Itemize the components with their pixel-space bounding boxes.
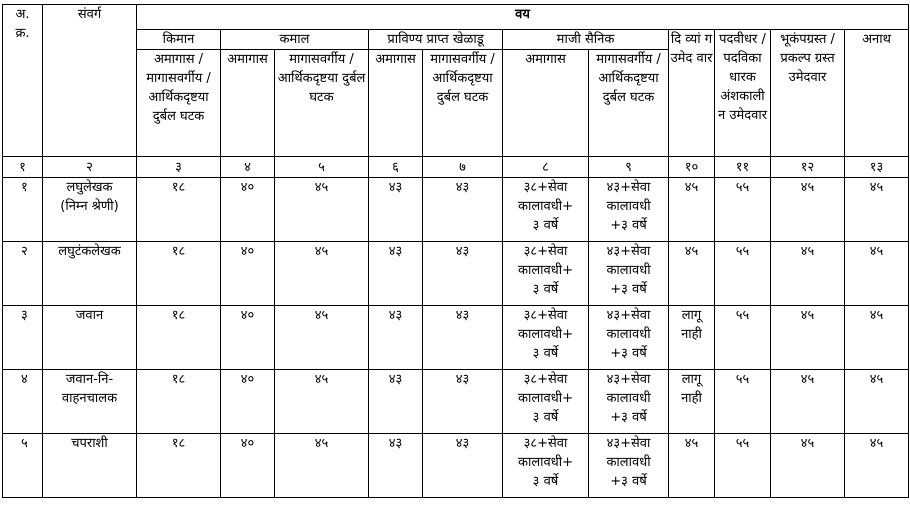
row-min-age: १८ bbox=[137, 306, 221, 370]
row-ex-open: ३८+सेवा कालावधी+ ३ वर्षे bbox=[503, 370, 589, 434]
table-row bbox=[3, 434, 909, 498]
row-srno: १ bbox=[3, 178, 43, 242]
row-min-age: १८ bbox=[137, 178, 221, 242]
table-row bbox=[3, 306, 909, 370]
header-sports-open: अमागास bbox=[369, 50, 423, 157]
row-disabled: ४५ bbox=[669, 434, 715, 498]
row-cadre: लघुटंकलेखक bbox=[43, 242, 137, 306]
row-srno: ३ bbox=[3, 306, 43, 370]
header-max-reserved: मागासवर्गीय / आर्थिकदृष्टया दुर्बल घटक bbox=[275, 50, 369, 157]
row-ex-reserved: ४३+सेवा कालावधी +३ वर्षे bbox=[589, 306, 669, 370]
row-max-open: ४० bbox=[221, 306, 275, 370]
row-ex-open: ३८+सेवा कालावधी+ ३ वर्षे bbox=[503, 306, 589, 370]
row-project: ४५ bbox=[771, 306, 845, 370]
header-max: कमाल bbox=[221, 30, 369, 50]
row-graduate: ५५ bbox=[715, 434, 771, 498]
col-number: ३ bbox=[137, 157, 221, 178]
col-number: १० bbox=[669, 157, 715, 178]
row-orphan: ४५ bbox=[845, 434, 909, 498]
row-max-reserved: ४५ bbox=[275, 306, 369, 370]
row-srno: २ bbox=[3, 242, 43, 306]
row-cadre: जवान bbox=[43, 306, 137, 370]
row-disabled: लागू नाही bbox=[669, 370, 715, 434]
row-max-open: ४० bbox=[221, 242, 275, 306]
row-max-reserved: ४५ bbox=[275, 370, 369, 434]
row-max-open: ४० bbox=[221, 434, 275, 498]
header-ex-reserved: मागासवर्गीय / आर्थिकदृष्टया दुर्बल घटक bbox=[589, 50, 669, 157]
row-cadre: लघुलेखक (निम्न श्रेणी) bbox=[43, 178, 137, 242]
row-max-reserved: ४५ bbox=[275, 178, 369, 242]
col-number: ६ bbox=[369, 157, 423, 178]
header-ex-open: अमागास bbox=[503, 50, 589, 157]
row-min-age: १८ bbox=[137, 434, 221, 498]
row-project: ४५ bbox=[771, 434, 845, 498]
header-age: वय bbox=[137, 5, 909, 30]
row-srno: ४ bbox=[3, 370, 43, 434]
row-graduate: ५५ bbox=[715, 178, 771, 242]
row-orphan: ४५ bbox=[845, 242, 909, 306]
row-sports-reserved: ४३ bbox=[423, 242, 503, 306]
row-disabled: ४५ bbox=[669, 242, 715, 306]
header-orphan: अनाथ bbox=[845, 30, 909, 157]
header-exservice: माजी सैनिक bbox=[503, 30, 669, 50]
row-ex-reserved: ४३+सेवा कालावधी +३ वर्षे bbox=[589, 242, 669, 306]
age-limit-table bbox=[2, 4, 909, 498]
header-sports: प्राविण्य प्राप्त खेळाडू bbox=[369, 30, 503, 50]
row-ex-open: ३८+सेवा कालावधी+ ३ वर्षे bbox=[503, 242, 589, 306]
row-sports-reserved: ४३ bbox=[423, 370, 503, 434]
row-sports-open: ४३ bbox=[369, 178, 423, 242]
col-number: १ bbox=[3, 157, 43, 178]
row-orphan: ४५ bbox=[845, 370, 909, 434]
row-ex-reserved: ४३+सेवा कालावधी +३ वर्षे bbox=[589, 434, 669, 498]
header-sports-reserved: मागासवर्गीय / आर्थिकदृष्टया दुर्बल घटक bbox=[423, 50, 503, 157]
row-ex-reserved: ४३+सेवा कालावधी +३ वर्षे bbox=[589, 370, 669, 434]
row-project: ४५ bbox=[771, 178, 845, 242]
header-min-reserved: अमागास / मागासवर्गीय / आर्थिकदृष्टया दुर्बल घटक bbox=[137, 50, 221, 157]
row-cadre: जवान-नि- वाहनचालक bbox=[43, 370, 137, 434]
row-sports-open: ४३ bbox=[369, 434, 423, 498]
col-number: ८ bbox=[503, 157, 589, 178]
row-sports-open: ४३ bbox=[369, 306, 423, 370]
row-orphan: ४५ bbox=[845, 306, 909, 370]
row-sports-reserved: ४३ bbox=[423, 434, 503, 498]
row-project: ४५ bbox=[771, 370, 845, 434]
table-row bbox=[3, 242, 909, 306]
header-project: भूकंपग्रस्त / प्रकल्प ग्रस्त उमेदवार bbox=[771, 30, 845, 157]
row-cadre: चपराशी bbox=[43, 434, 137, 498]
row-graduate: ५५ bbox=[715, 370, 771, 434]
col-number: ७ bbox=[423, 157, 503, 178]
row-max-open: ४० bbox=[221, 178, 275, 242]
row-ex-open: ३८+सेवा कालावधी+ ३ वर्षे bbox=[503, 178, 589, 242]
row-disabled: लागू नाही bbox=[669, 306, 715, 370]
table-row bbox=[3, 178, 909, 242]
column-number-row bbox=[3, 157, 909, 178]
col-number: ५ bbox=[275, 157, 369, 178]
row-max-reserved: ४५ bbox=[275, 242, 369, 306]
row-ex-reserved: ४३+सेवा कालावधी +३ वर्षे bbox=[589, 178, 669, 242]
col-number: ११ bbox=[715, 157, 771, 178]
row-disabled: ४५ bbox=[669, 178, 715, 242]
header-max-open: अमागास bbox=[221, 50, 275, 157]
row-min-age: १८ bbox=[137, 370, 221, 434]
row-project: ४५ bbox=[771, 242, 845, 306]
col-number: २ bbox=[43, 157, 137, 178]
row-sports-open: ४३ bbox=[369, 242, 423, 306]
row-srno: ५ bbox=[3, 434, 43, 498]
row-sports-reserved: ४३ bbox=[423, 306, 503, 370]
col-number: १२ bbox=[771, 157, 845, 178]
header-min: किमान bbox=[137, 30, 221, 50]
row-sports-reserved: ४३ bbox=[423, 178, 503, 242]
row-graduate: ५५ bbox=[715, 306, 771, 370]
header-graduate: पदवीधर / पदविका धारक अंशकाली न उमेदवार bbox=[715, 30, 771, 157]
row-min-age: १८ bbox=[137, 242, 221, 306]
row-orphan: ४५ bbox=[845, 178, 909, 242]
header-row-1 bbox=[3, 5, 909, 30]
table-row bbox=[3, 370, 909, 434]
col-number: ९ bbox=[589, 157, 669, 178]
row-graduate: ५५ bbox=[715, 242, 771, 306]
header-srno: अ. क्र. bbox=[3, 5, 43, 157]
col-number: १३ bbox=[845, 157, 909, 178]
header-row-2 bbox=[3, 30, 909, 50]
row-sports-open: ४३ bbox=[369, 370, 423, 434]
header-cadre: संवर्ग bbox=[43, 5, 137, 157]
row-max-reserved: ४५ bbox=[275, 434, 369, 498]
row-max-open: ४० bbox=[221, 370, 275, 434]
col-number: ४ bbox=[221, 157, 275, 178]
row-ex-open: ३८+सेवा कालावधी+ ३ वर्षे bbox=[503, 434, 589, 498]
header-disabled: दि व्यां ग उमेद वार bbox=[669, 30, 715, 157]
